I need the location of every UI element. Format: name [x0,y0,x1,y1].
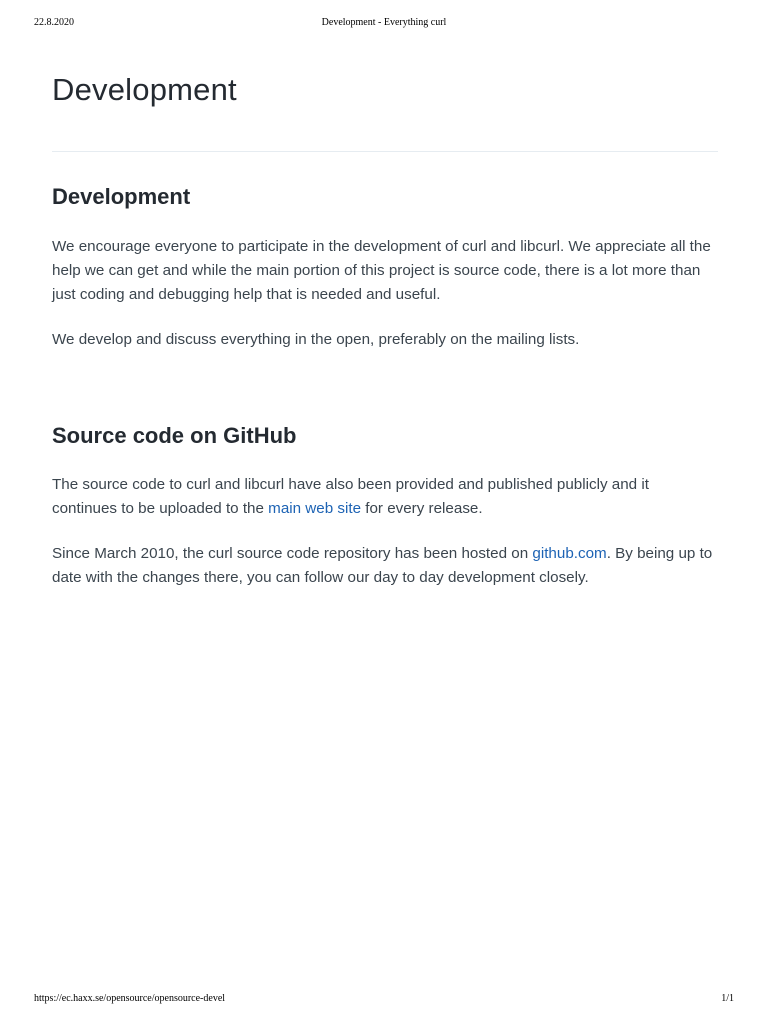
print-footer [0,993,768,1007]
paragraph-source-published [52,473,718,521]
section-heading-source-code: Source code on GitHub [52,423,297,448]
print-page-title: Development - Everything curl [321,17,447,28]
title-divider [52,151,718,152]
paragraph-encourage: We encourage everyone to participate in the development of curl and libcurl. We appreciate all the help we can get and while the main portion of this project is source code, there is a lot more than just coding and debugging help that is needed and useful. [52,238,711,303]
section-heading-development: Development [52,184,191,209]
print-header [0,17,768,31]
text-segment: Since March 2010, the curl source code repository has been hosted on [52,545,533,562]
print-date: 22.8.2020 [34,17,74,28]
github-link[interactable]: github.com [532,545,607,562]
text-segment: The source code to curl and libcurl have also been provided and published publicly and it continues to be uploaded to the [52,476,649,517]
main-web-site-link[interactable]: main web site [268,500,362,517]
page-title: Development [52,72,237,107]
print-page-number: 1/1 [721,993,734,1004]
text-segment: for every release. [361,500,483,517]
print-url: https://ec.haxx.se/opensource/opensource-devel [34,993,226,1004]
text-segment: . By being up to date with the changes there, you can follow our day to day development closely. [52,545,713,586]
paragraph-open-discussion: We develop and discuss everything in the open, preferably on the mailing lists. [52,331,580,348]
paragraph-github-hosted [52,542,718,590]
